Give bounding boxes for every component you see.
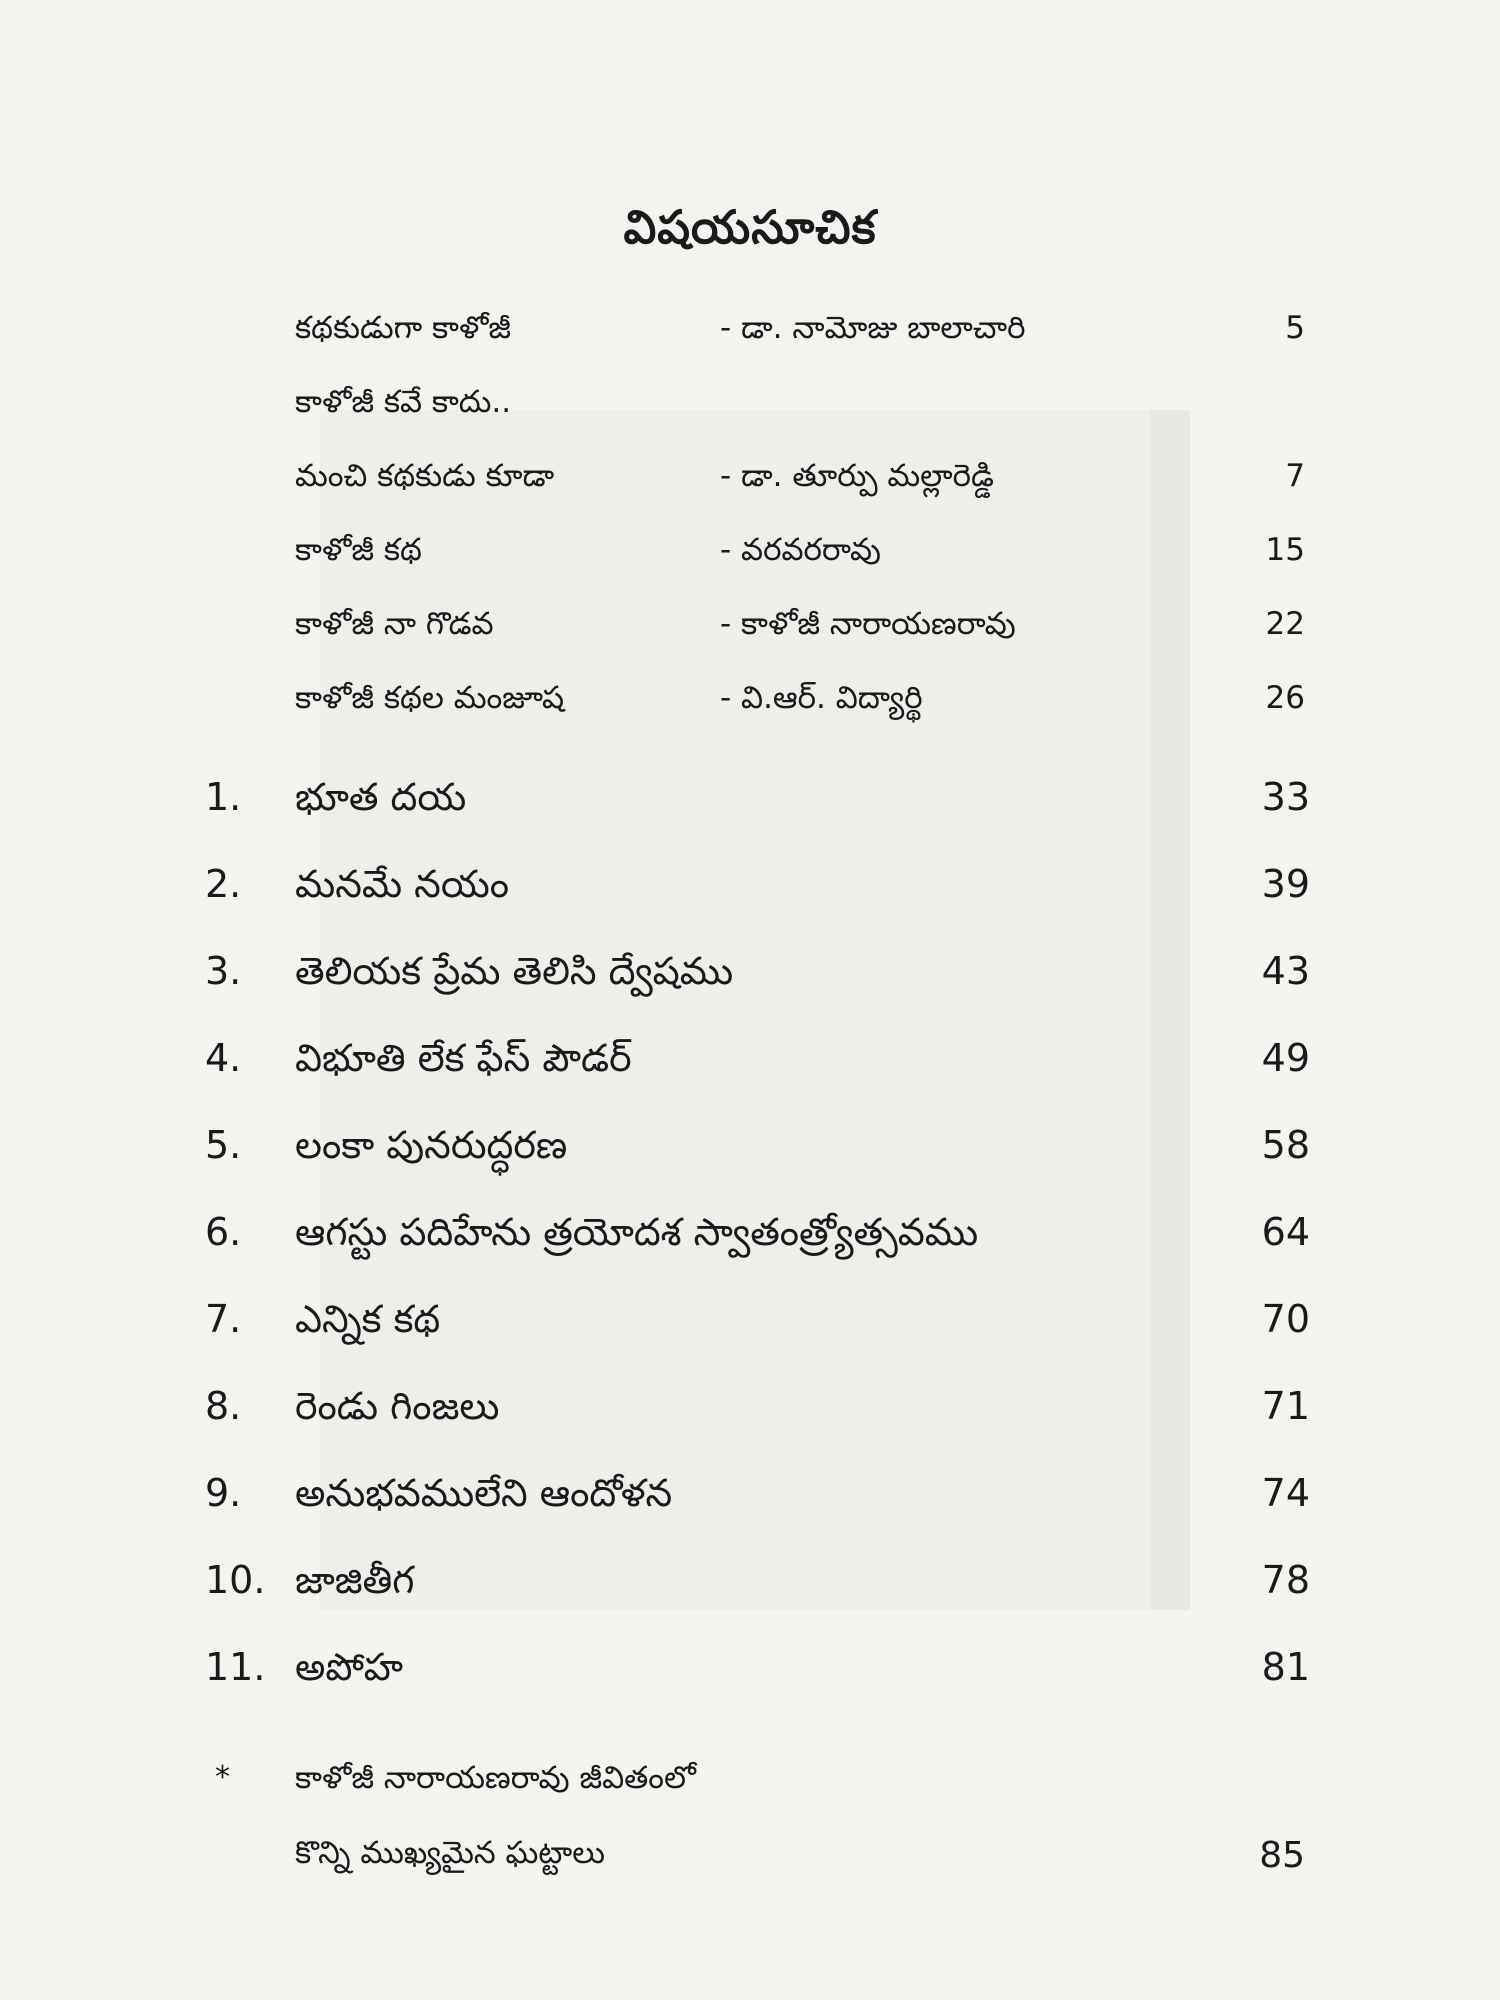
- toc-entry-title: మంచి కథకుడు కూడా: [295, 458, 555, 494]
- toc-story-row: [0, 1123, 1500, 1183]
- toc-story-number: 10.: [205, 1558, 266, 1602]
- toc-story-row: [0, 862, 1500, 922]
- toc-story-number: 9.: [205, 1471, 242, 1515]
- toc-entry-author: - వి.ఆర్. విద్యార్థి: [720, 680, 923, 716]
- toc-appendix-row: [0, 1835, 1500, 1895]
- toc-story-title: అపోహ: [295, 1645, 403, 1689]
- toc-story-row: [0, 1558, 1500, 1618]
- toc-story-number: 2.: [205, 862, 242, 906]
- toc-entry-title: కథకుడుగా కాళోజీ: [295, 310, 512, 346]
- page-title: విషయసూచిక: [623, 200, 877, 254]
- toc-story-row: [0, 1384, 1500, 1444]
- appendix-marker: *: [215, 1760, 230, 1795]
- toc-story-page: 58: [1261, 1123, 1310, 1167]
- toc-story-row: [0, 1036, 1500, 1096]
- toc-story-number: 7.: [205, 1297, 242, 1341]
- toc-intro-row: [0, 606, 1500, 666]
- toc-entry-page: 15: [1265, 532, 1305, 568]
- toc-story-row: [0, 1297, 1500, 1357]
- toc-story-page: 74: [1261, 1471, 1310, 1515]
- toc-story-title: ఎన్నిక కథ: [295, 1297, 441, 1341]
- toc-story-page: 70: [1261, 1297, 1310, 1341]
- toc-story-page: 43: [1261, 949, 1310, 993]
- toc-story-page: 64: [1261, 1210, 1310, 1254]
- toc-story-row: [0, 949, 1500, 1009]
- toc-story-number: 11.: [205, 1645, 266, 1689]
- toc-entry-page: 26: [1265, 680, 1305, 716]
- toc-story-title: విభూతి లేక ఫేస్ పౌడర్: [295, 1036, 632, 1080]
- appendix-title-line-1: కాళోజీ నారాయణరావు జీవితంలో: [295, 1760, 696, 1796]
- toc-story-page: 33: [1261, 775, 1310, 819]
- toc-story-title: ఆగస్టు పదిహేను త్రయోదశ స్వాతంత్ర్యోత్సవము: [295, 1210, 979, 1254]
- toc-appendix-row: [0, 1760, 1500, 1820]
- toc-story-page: 81: [1261, 1645, 1310, 1689]
- toc-story-title: మనమే నయం: [295, 862, 509, 906]
- toc-story-row: [0, 1210, 1500, 1270]
- toc-story-title: తెలియక ప్రేమ తెలిసి ద్వేషము: [295, 949, 734, 993]
- toc-intro-row: [0, 384, 1500, 444]
- toc-entry-page: 22: [1265, 606, 1305, 642]
- toc-entry-author: - కాళోజీ నారాయణరావు: [720, 606, 1016, 642]
- toc-story-title: లంకా పునరుద్ధరణ: [295, 1123, 568, 1167]
- toc-story-number: 8.: [205, 1384, 242, 1428]
- toc-story-number: 6.: [205, 1210, 242, 1254]
- toc-story-page: 78: [1261, 1558, 1310, 1602]
- toc-story-title: రెండు గింజలు: [295, 1384, 500, 1428]
- appendix-page: 85: [1259, 1835, 1305, 1876]
- toc-intro-row: [0, 532, 1500, 592]
- toc-story-number: 3.: [205, 949, 242, 993]
- toc-story-page: 71: [1261, 1384, 1310, 1428]
- toc-entry-title: కాళోజీ కవే కాదు..: [295, 384, 512, 420]
- toc-intro-row: [0, 310, 1500, 370]
- toc-story-title: అనుభవములేని ఆందోళన: [295, 1471, 673, 1515]
- appendix-title-line-2: కొన్ని ముఖ్యమైన ఘట్టాలు: [295, 1835, 605, 1871]
- toc-entry-title: కాళోజీ కథ: [295, 532, 422, 568]
- toc-intro-row: [0, 680, 1500, 740]
- toc-story-row: [0, 1471, 1500, 1531]
- toc-story-page: 49: [1261, 1036, 1310, 1080]
- toc-entry-title: కాళోజీ నా గొడవ: [295, 606, 494, 642]
- toc-entry-author: - వరవరరావు: [720, 532, 881, 568]
- toc-entry-title: కాళోజీ కథల మంజూష: [295, 680, 565, 716]
- toc-entry-author: - డా. నామోజు బాలాచారి: [720, 310, 1026, 346]
- toc-story-page: 39: [1261, 862, 1310, 906]
- toc-story-number: 1.: [205, 775, 242, 819]
- toc-entry-author: - డా. తూర్పు మల్లారెడ్డి: [720, 458, 994, 494]
- toc-entry-page: 7: [1285, 458, 1305, 494]
- toc-intro-row: [0, 458, 1500, 518]
- toc-story-title: భూత దయ: [295, 775, 467, 819]
- toc-story-number: 5.: [205, 1123, 242, 1167]
- toc-story-title: జాజితీగ: [295, 1558, 415, 1602]
- toc-story-row: [0, 775, 1500, 835]
- toc-story-number: 4.: [205, 1036, 242, 1080]
- toc-story-row: [0, 1645, 1500, 1705]
- toc-entry-page: 5: [1285, 310, 1305, 346]
